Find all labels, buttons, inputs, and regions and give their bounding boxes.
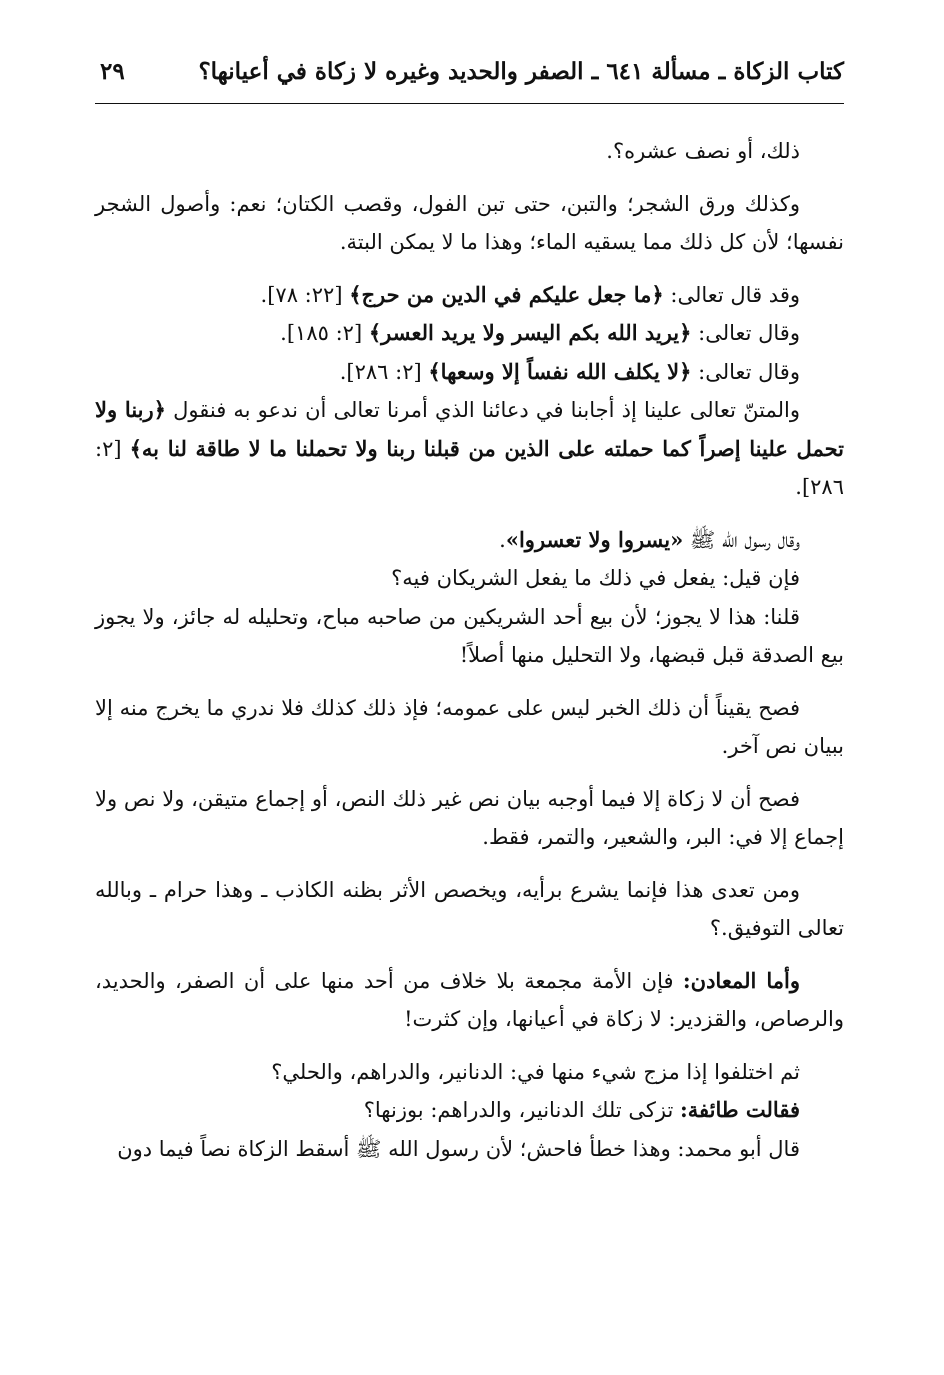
paragraph: [95, 559, 844, 598]
running-head: [95, 58, 844, 94]
paragraph-text: قال أبو محمد: وهذا خطأ فاحش؛ لأن رسول الله ﷺ أسقط الزكاة نصاً فيما دون: [117, 1136, 800, 1161]
paragraph: [95, 1053, 844, 1092]
verse-text: ﴿ربنا ولا تحمل علينا إصراً كما حملته على الذين من قبلنا ربنا ولا تحملنا ما لا طاقة لنا به﴾: [95, 397, 844, 461]
citation-tail: .: [499, 527, 506, 552]
citation-lead: وقد قال تعالى:: [663, 282, 800, 307]
paragraph-text: ومن تعدى هذا فإنما يشرع برأيه، ويخصص الأثر بظنه الكاذب ـ وهذا حرام ـ وبالله تعالى التوفيق.؟: [95, 877, 844, 940]
citation-lead: وقال تعالى:: [691, 321, 800, 345]
section-lead: وأما المعادن:: [682, 967, 800, 993]
paragraph: [95, 962, 844, 1039]
header-rule: [95, 103, 844, 104]
paragraph: [95, 598, 844, 675]
paragraph: [95, 871, 844, 948]
quran-citation: [95, 391, 844, 507]
verse-reference: [٢٢: ٧٨].: [260, 282, 350, 307]
paragraph-text: فصح أن لا زكاة إلا فيما أوجبه بيان نص غير ذلك النص، أو إجماع متيقن، ولا نص ولا إجماع إلا في: البر، والشعير، والتمر، فقط.: [95, 786, 844, 849]
verse-reference: [٢: ٢٨٦].: [339, 359, 429, 384]
paragraph-text: ثم اختلفوا إذا مزج شيء منها في: الدنانير، والدراهم، والحلي؟: [271, 1059, 800, 1084]
paragraph: [95, 132, 844, 171]
citation-lead: والمتنّ تعالى علينا إذ أجابنا في دعائنا الذي أمرنا تعالى أن ندعو به فنقول: [165, 398, 800, 422]
citation-lead: وقال رسول الله ﷺ: [683, 527, 800, 552]
verse-text: ﴿ما جعل عليكم في الدين من حرج﴾: [349, 281, 664, 307]
page-number: ٢٩: [100, 58, 125, 85]
paragraph: [95, 1091, 844, 1130]
paragraph-text: فإن الأمة مجمعة بلا خلاف من أحد منها على أن الصفر، والحديد، والرصاص، والقزدير: لا زكاة في أعيانها، وإن كثرت!: [95, 968, 844, 1031]
paragraph: [95, 185, 844, 262]
quran-citation: [95, 353, 844, 392]
paragraph-text: فإن قيل: يفعل في ذلك ما يفعل الشريكان فيه؟: [391, 566, 800, 590]
hadith-text: «يسروا ولا تعسروا»: [505, 526, 684, 552]
paragraph-text: تزكى تلك الدنانير، والدراهم: بوزنها؟: [363, 1098, 681, 1122]
quran-citation: [95, 314, 844, 353]
verse-reference: [٢: ٢٨٦].: [95, 436, 844, 499]
verse-reference: [٢: ١٨٥].: [280, 321, 369, 345]
verse-text: ﴿يريد الله بكم اليسر ولا يريد العسر﴾: [368, 320, 692, 345]
quran-citation: [95, 276, 844, 315]
verse-text: ﴿لا يكلف الله نفساً إلا وسعها﴾: [428, 358, 692, 384]
body-text: [95, 132, 844, 1168]
hadith-citation: [95, 521, 844, 560]
paragraph: [95, 1130, 844, 1169]
paragraph: [95, 780, 844, 857]
running-title: كتاب الزكاة ـ مسألة ٦٤١ ـ الصفر والحديد وغيره لا زكاة في أعيانها؟: [198, 58, 844, 85]
paragraph: [95, 689, 844, 766]
paragraph-text: ذلك، أو نصف عشره؟.: [606, 139, 800, 163]
paragraph-text: وكذلك ورق الشجر؛ والتبن، حتى تبن الفول، وقصب الكتان؛ نعم: وأصول الشجر نفسها؛ لأن كل ذلك مما يسقيه الماء؛ وهذا ما لا يمكن البتة.: [95, 191, 844, 254]
paragraph-text: فصح يقيناً أن ذلك الخبر ليس على عمومه؛ فإذ ذلك كذلك فلا ندري ما يخرج منه إلا ببيان نص آخر.: [95, 695, 844, 758]
paragraph-text: قلنا: هذا لا يجوز؛ لأن بيع أحد الشريكين من صاحبه مباح، وتحليله له جائز، ولا يجوز بيع الصدقة قبل قبضها، ولا التحليل منها أصلاً!: [95, 604, 844, 667]
citation-lead: وقال تعالى:: [691, 359, 800, 384]
section-lead: فقالت طائفة:: [680, 1097, 800, 1122]
